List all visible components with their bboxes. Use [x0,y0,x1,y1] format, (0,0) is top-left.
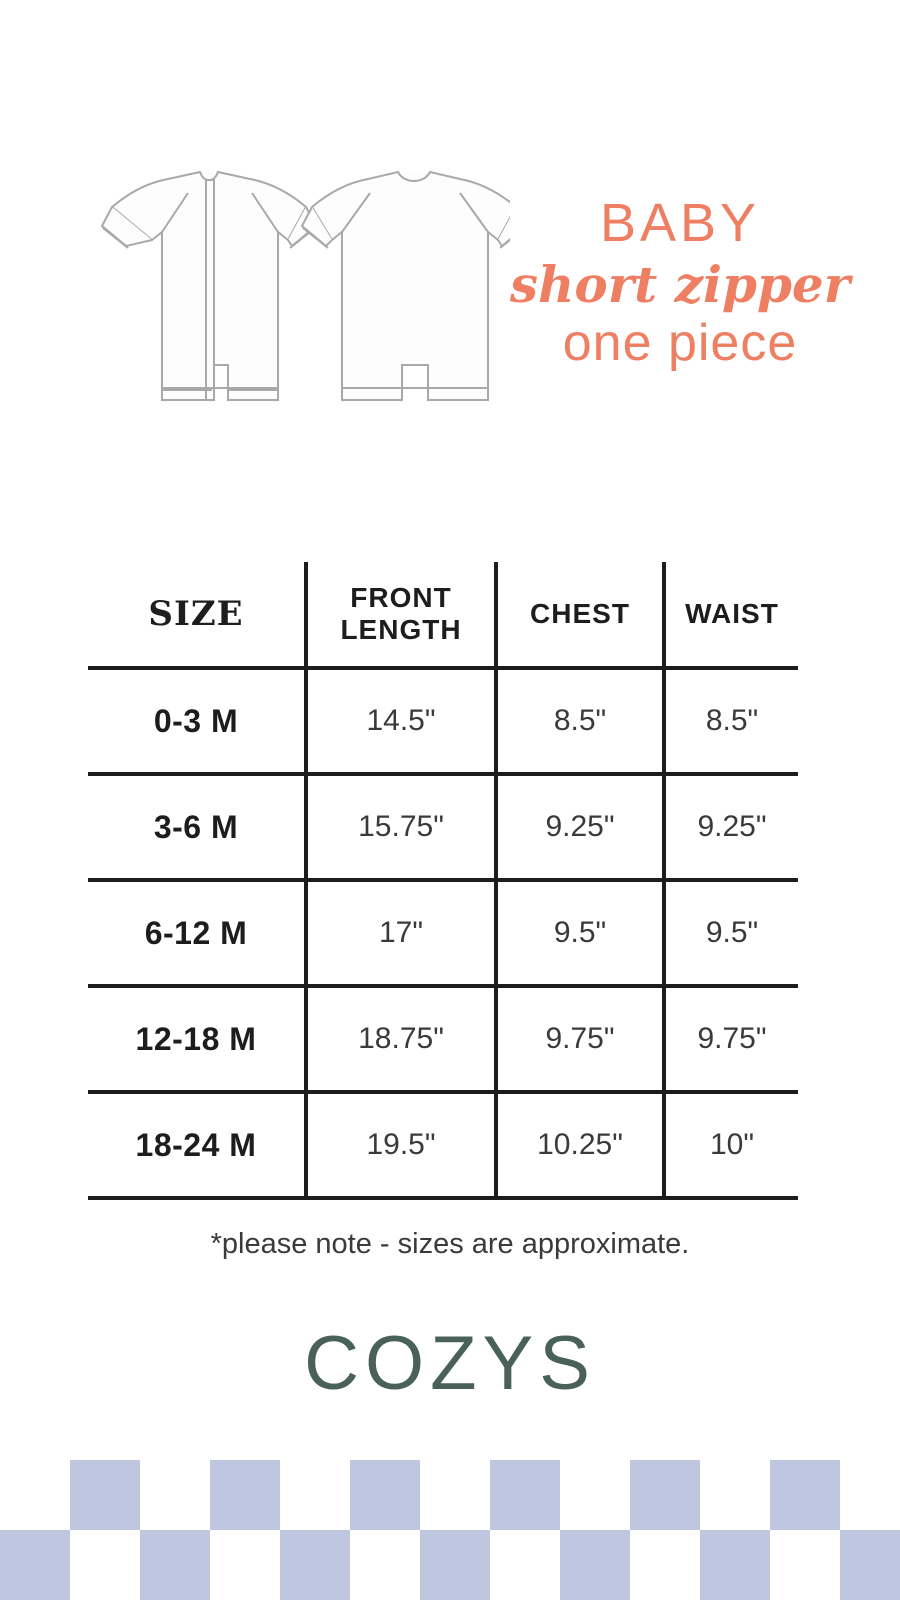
cell-chest: 9.5" [496,880,664,986]
cell-front-length: 15.75" [306,774,496,880]
column-header-chest: CHEST [496,562,664,668]
cell-waist: 9.5" [664,880,798,986]
cell-front-length: 18.75" [306,986,496,1092]
column-header-waist: WAIST [664,562,798,668]
title-line-baby: BABY [599,193,761,253]
garment-back-view [270,150,510,460]
table-row [88,880,798,986]
size-chart-table-wrapper [88,562,798,1200]
column-header-front-length [306,562,496,668]
cell-waist: 8.5" [664,668,798,774]
cell-waist: 9.75" [664,986,798,1092]
cell-size: 6-12 M [88,880,306,986]
cell-size: 0-3 M [88,668,306,774]
garment-illustrations [40,150,470,460]
table-row [88,668,798,774]
size-chart-table [88,562,798,1200]
size-note: *please note - sizes are approximate. [210,1228,690,1260]
column-header-front-length-line2: LENGTH [340,614,462,645]
checkerboard-footer [0,1460,900,1600]
table-body [88,668,798,1198]
cell-waist: 10" [664,1092,798,1198]
cell-waist: 9.25" [664,774,798,880]
column-header-size: SIZE [88,562,306,668]
table-row [88,1092,798,1198]
title-line-one-piece: one piece [562,314,798,373]
cell-front-length: 14.5" [306,668,496,774]
table-row [88,986,798,1092]
cell-size: 18-24 M [88,1092,306,1198]
table-row [88,774,798,880]
table-header-row [88,562,798,668]
hero-section [0,0,900,520]
cell-size: 12-18 M [88,986,306,1092]
cell-chest: 9.75" [496,986,664,1092]
cell-front-length: 17" [306,880,496,986]
column-header-front-length-line1: FRONT [350,581,452,613]
cell-front-length: 19.5" [306,1092,496,1198]
cell-chest: 9.25" [496,774,664,880]
cell-chest: 8.5" [496,668,664,774]
title-line-short-zipper: short zipper [509,254,851,314]
brand-logo: COZYS [304,1321,596,1406]
cell-chest: 10.25" [496,1092,664,1198]
cell-size: 3-6 M [88,774,306,880]
title-block [480,195,880,372]
